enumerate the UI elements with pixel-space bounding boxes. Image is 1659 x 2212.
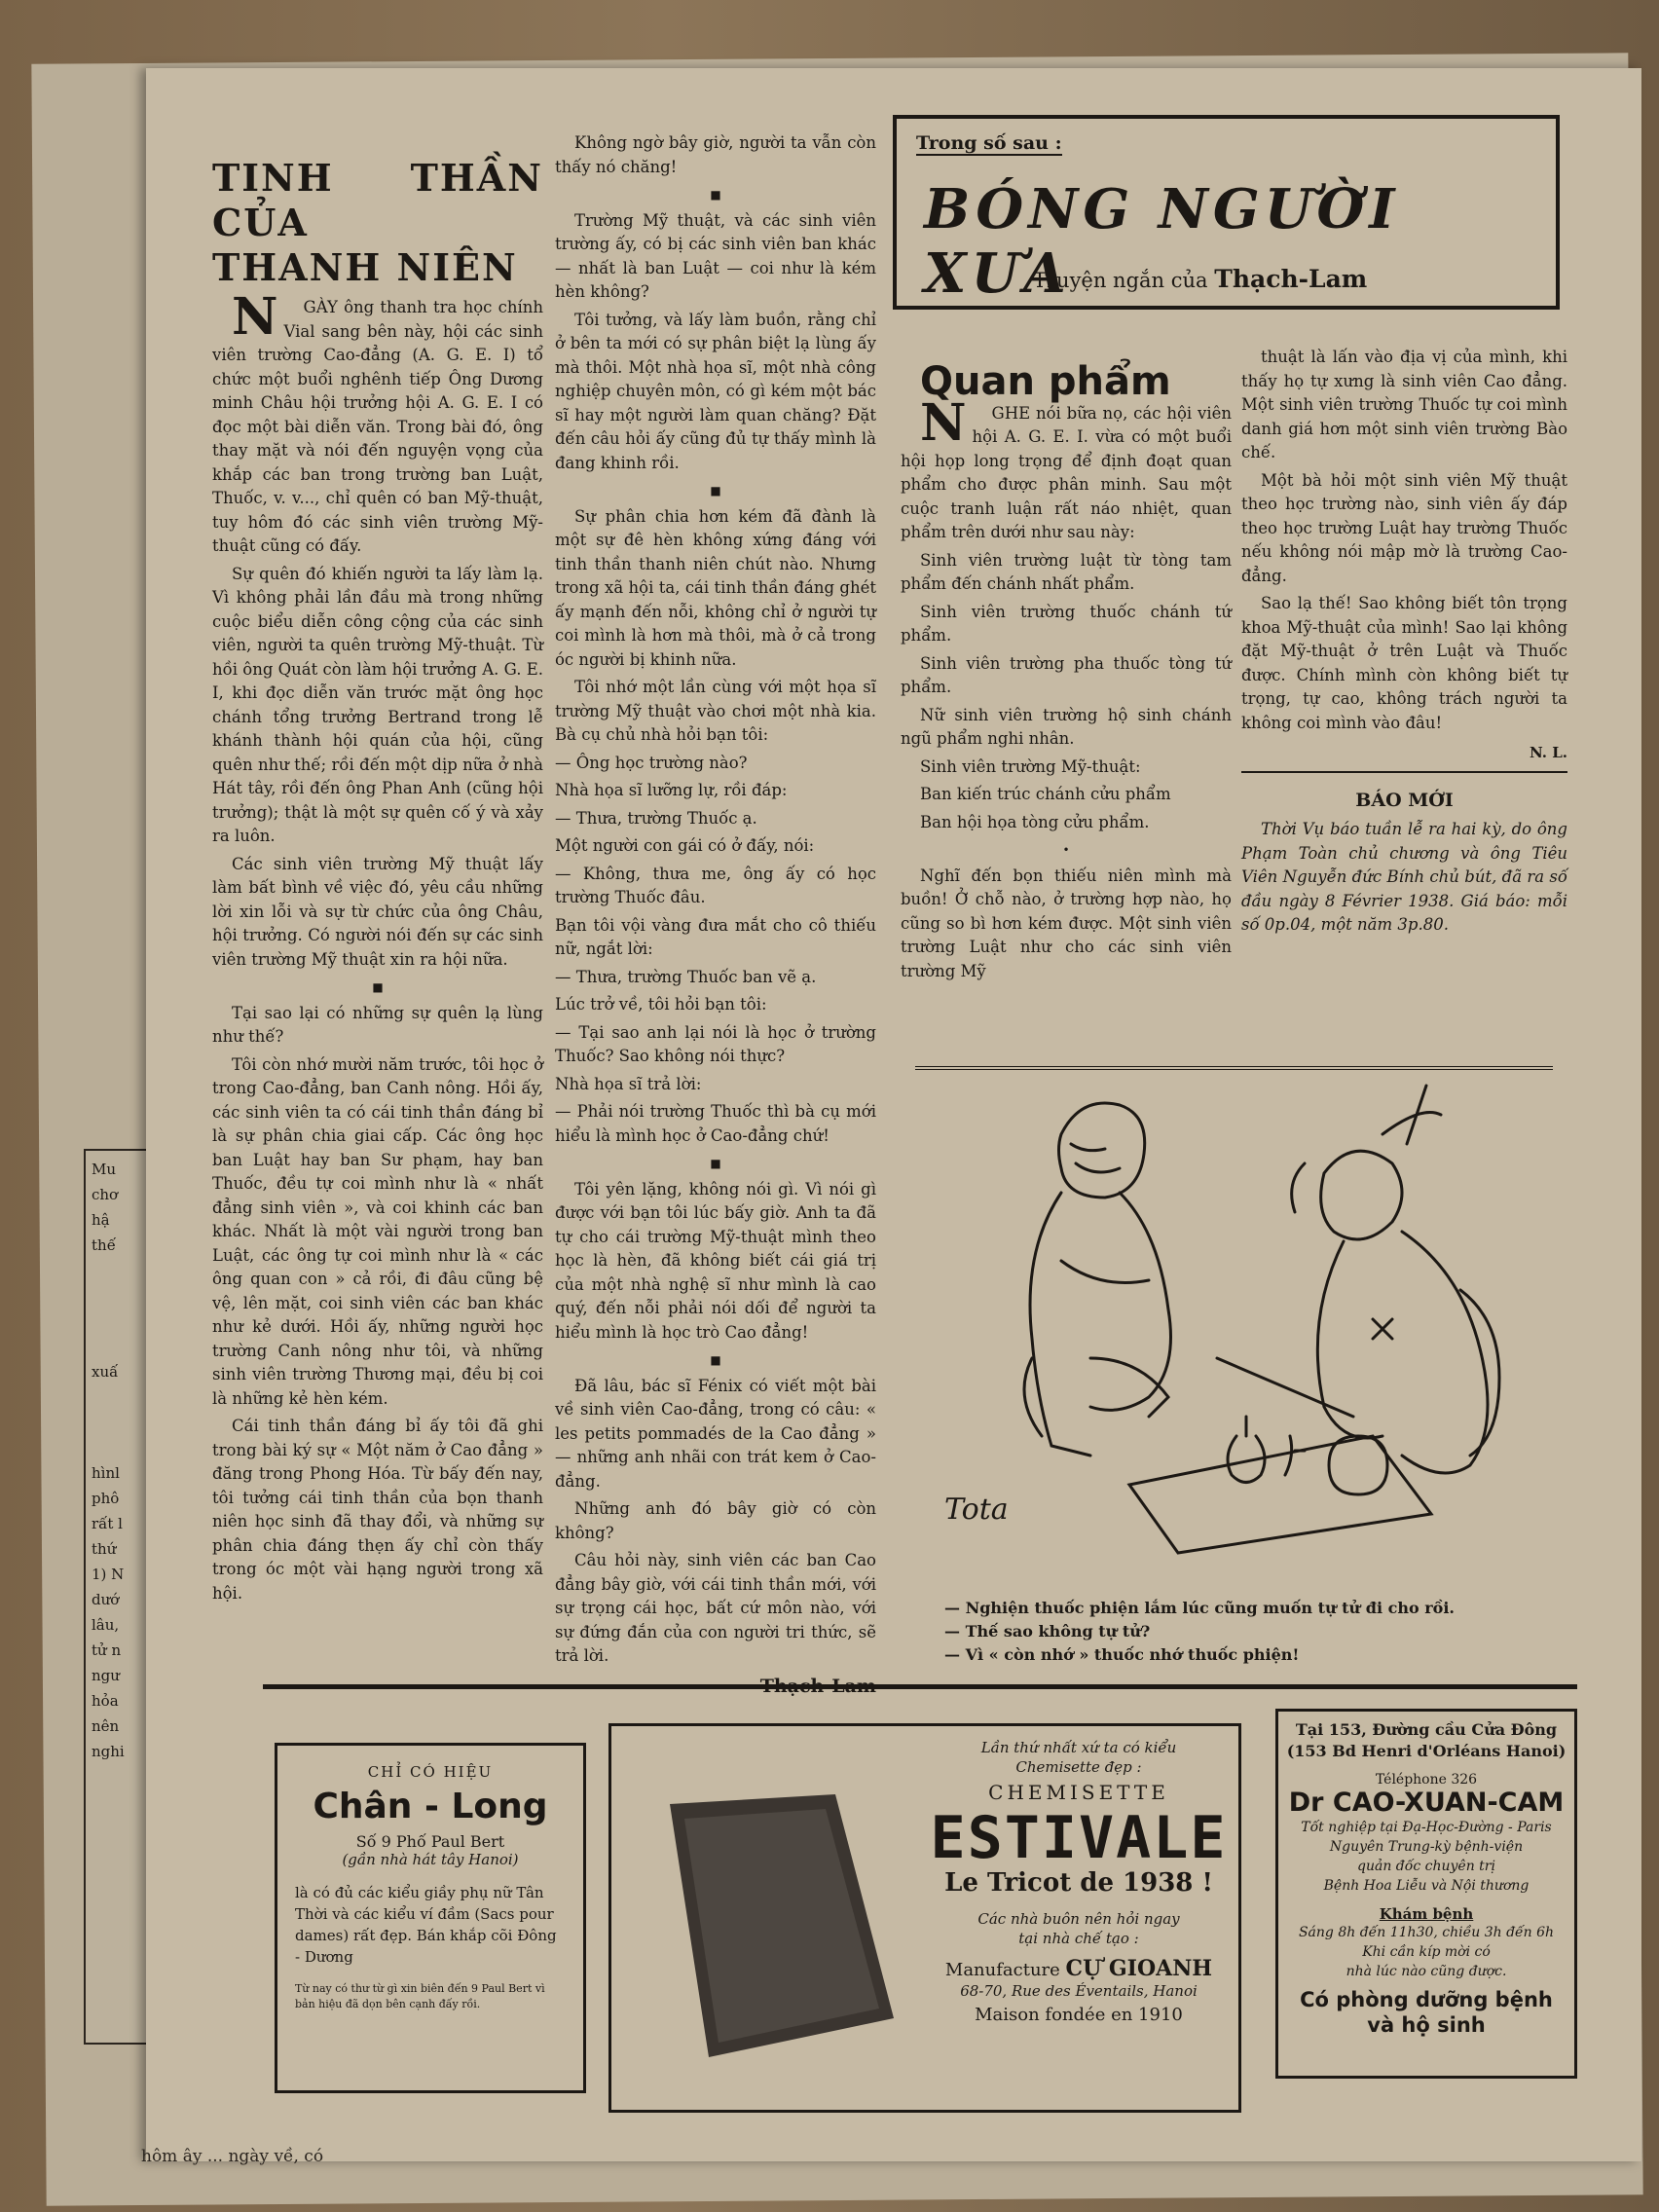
rank-line: Sinh viên trường pha thuốc tòng tứ phẩm. <box>901 653 1232 696</box>
ad-address: Tại 153, Đường cầu Cửa Đông <box>1295 1720 1558 1739</box>
dialogue-line: Nhà họa sĩ trả lời: <box>555 1074 702 1093</box>
ad-doctor-cao-xuan-cam <box>1275 1709 1577 2079</box>
paragraph: Nghĩ đến bọn thiếu niên mình mà buồn! Ở chỗ nào, ở trường hợp nào, họ cũng so bì hơn kém được. Một sinh viên trường Luật như cho các sinh viên trường Mỹ <box>901 866 1232 980</box>
section-divider: ■ <box>710 1157 721 1170</box>
adjacent-page-text: thứ <box>92 1540 117 1558</box>
cartoonist-signature: Tota <box>944 1493 1009 1527</box>
ad-tagline: CHỈ CÓ HIỆU <box>367 1763 494 1781</box>
article-tinh-than-column-2 <box>555 131 876 1698</box>
paragraph: NGHE nói bữa nọ, các hội viên hội A. G. E. I. vừa có một buổi hội họp long trọng để định đoạt quan phẩm cho được phân minh. Sau một cuộc tranh luận rất náo nhiệt, quan phẩm trên dưới như sau này: <box>901 392 1232 541</box>
ad-doctor-name: Dr CAO-XUAN-CAM <box>1288 1788 1565 1818</box>
article-title <box>212 156 543 290</box>
ad-chan-long <box>275 1743 586 2093</box>
ad-tagline: Le Tricot de 1938 ! <box>944 1868 1213 1898</box>
adjacent-page-text: chơ <box>92 1186 119 1203</box>
dialogue-line: — Ông học trường nào? <box>555 753 748 772</box>
rank-line: Sinh viên trường thuốc chánh tứ phẩm. <box>901 602 1232 645</box>
ad-manufacturer-label: Manufacture <box>944 1960 1060 1980</box>
section-divider: ■ <box>710 188 721 202</box>
divider <box>1241 771 1567 773</box>
adjacent-page-text: thế <box>92 1236 116 1254</box>
paragraph: Tôi tưởng, và lấy làm buồn, rằng chỉ ở bên ta mới có sự phân biệt lạ lùng ấy mà thôi. Một nhà họa sĩ, một nhà công nghiệp chuyên môn, có gì kém một bác sĩ hay một người làm quan chăng? Đặt đến câu hỏi ấy cũng đủ tự thấy mình là đang khinh rồi. <box>555 310 876 472</box>
next-issue-title: BÓNG NGƯỜI XƯA <box>924 177 1400 306</box>
adjacent-page-text: hỏa <box>92 1692 119 1710</box>
dialogue-line: — Tại sao anh lại nói là học ở trường Thuốc? Sao không nói thực? <box>555 1022 876 1065</box>
next-issue-subtitle <box>1033 265 1367 293</box>
ad-urgent: nhà lúc nào cũng được. <box>1346 1964 1507 1979</box>
ad-founded: Maison fondée en 1910 <box>975 2005 1183 2025</box>
ad-service: và hộ sinh <box>1367 2013 1486 2037</box>
paragraph: Sự quên đó khiến người ta lấy làm lạ. Vì không phải lần đầu mà trong những cuộc biểu diễn công cộng của các sinh viên, người ta quên trường Mỹ-thuật. Từ hồi ông Quát còn làm hội trưởng A. G. E. I, khi đọc diễn văn trước mặt ông học chánh tổng trưởng Bertrand trong lễ khánh thành hội quán của hội, cũng quên như thế; rồi đến một dịp nữa ở nhà Hát tây, rồi đến ông Phan Anh (cũng hội trưởng); thật là một sự quên cố ý và xảy ra luôn. <box>212 564 543 845</box>
rank-line: Sinh viên trường Mỹ-thuật: <box>920 756 1141 776</box>
opium-cartoon-illustration <box>915 1066 1567 1563</box>
paragraph: Một bà hỏi một sinh viên Mỹ thuật theo học trường nào, sinh viên ấy đáp theo học trường Luật hay trường Thuốc nếu không nói mập mờ là trường Cao-đẳng. <box>1241 470 1567 585</box>
ad-address: 68-70, Rue des Éventails, Hanoi <box>960 1982 1198 2000</box>
ad-manufacturer-name: CỰ GIOANH <box>1065 1956 1213 1981</box>
section-divider: ■ <box>372 980 384 994</box>
ad-credential: Tốt nghiệp tại Đạ-Học-Đường - Paris <box>1301 1820 1552 1835</box>
dialogue-line: — Thưa, trường Thuốc ạ. <box>555 808 757 828</box>
adjacent-page-text: nên <box>92 1717 120 1735</box>
next-issue-byline: Truyện ngắn của <box>1033 269 1208 292</box>
ad-credential: Nguyên Trung-kỳ bệnh-viện <box>1329 1839 1524 1855</box>
ad-hours: Sáng 8h đến 11h30, chiều 3h đến 6h <box>1298 1925 1555 1940</box>
section-divider: • <box>1062 843 1070 857</box>
article-title-line-1: TINH THẦN CỦA <box>212 156 543 244</box>
article-title-line-2: THANH NIÊN <box>212 245 518 289</box>
ad-urgent: Khi cần kíp mời có <box>1362 1944 1491 1960</box>
ad-line: tại nhà chế tạo : <box>1018 1930 1139 1947</box>
ad-note: Từ nay có thư từ gì xin biên đến 9 Paul Bert vì bản hiệu đã dọn bên cạnh đấy rồi. <box>295 1982 545 2010</box>
dialogue-line: Bạn tôi vội vàng đưa mắt cho cô thiếu nữ, ngắt lời: <box>555 915 876 958</box>
adjacent-page-text: Mu <box>92 1161 117 1178</box>
next-issue-label: Trong số sau : <box>916 132 1062 154</box>
adjacent-page-text: hậ <box>92 1211 110 1229</box>
chemisette-image <box>641 1785 903 2067</box>
paragraph: Sao lạ thế! Sao không biết tôn trọng khoa Mỹ-thuật của mình! Sao lại không đặt Mỹ-thuật ở trên Luật và Thuốc được. Chính mình còn không biết tự trọng, tự cao, không trách người ta không coi mình vào đâu! <box>1241 594 1567 732</box>
dialogue-line: Nhà họa sĩ lưỡng lự, rồi đáp: <box>555 781 788 799</box>
dialogue-line: — Thưa, trường Thuốc ban vẽ ạ. <box>555 967 817 986</box>
paragraph: Sự phân chia hơn kém đã đành là một sự đê hèn không xứng đáng với tinh thần thanh niên chút nào. Nhưng trong xã hội ta, cái tinh thần đáng ghét ấy mạnh đến nỗi, không chỉ ở người tự coi mình là hơn mà thôi, mà ở cả trong óc người bị khinh nữa. <box>555 506 876 669</box>
adjacent-page-text: rất l <box>92 1515 123 1532</box>
paragraph: Trường Mỹ thuật, và các sinh viên trường ấy, có bị các sinh viên ban khác — nhất là ban Luật — coi như là kém hèn không? <box>555 210 876 301</box>
rank-line: Sinh viên trường luật từ tòng tam phẩm đến chánh nhất phẩm. <box>901 550 1232 593</box>
dialogue-line: — Không, thưa me, ông ấy có học trường Thuốc đâu. <box>555 864 876 906</box>
dialogue-line: Lúc trở về, tôi hỏi bạn tôi: <box>555 995 767 1014</box>
article-title: Quan phẩm <box>920 359 1171 404</box>
author-signature: N. L. <box>1530 744 1567 761</box>
paragraph: Tôi yên lặng, không nói gì. Vì nói gì được với bạn tôi lúc bấy giờ. Anh ta đã tự cho cái trường Mỹ-thuật mình theo học là hèn, đã không biết cái giá trị của một nhà nghệ sĩ như mình là cao quý, đến nỗi phải nói dối để người ta hiểu mình là học trò Cao đẳng! <box>555 1179 876 1342</box>
author-signature: Thạch-Lam <box>759 1675 876 1697</box>
article-tinh-than-column-1 <box>212 156 543 1609</box>
dialogue-block <box>555 752 876 1149</box>
ad-service: Có phòng dưỡng bệnh <box>1300 1988 1553 2011</box>
adjacent-page-text: lâu, <box>92 1616 120 1634</box>
bao-moi-title: BÁO MỚI <box>1355 789 1454 811</box>
section-divider: ■ <box>710 484 721 498</box>
next-issue-box <box>893 115 1560 310</box>
paragraph: Tại sao lại có những sự quên lạ lùng như thế? <box>212 1003 543 1046</box>
paragraph: Tôi còn nhớ mười năm trước, tôi học ở trong Cao-đẳng, ban Canh nông. Hồi ấy, các sinh viên ta có cái tinh thần đáng bỉ là sự phân chia giai cấp. Các ông học ban Luật hay ban Sư phạm, hay ban Thuốc, đều tự coi mình như là « nhất đẳng sinh viên », và coi khinh các ban khác. Nhất là một vài người trong ban Luật, các ông tự coi mình như là « các ông quan con » cả rồi, đi đâu cũng bệ vệ, lên mặt, coi sinh viên các ban khác như kẻ dưới. Hồi ấy, những người học trường Canh nông như tôi, và những sinh viên trường Thương mại, đều bị coi là những kẻ hèn kém. <box>212 1054 543 1408</box>
paragraph: NGÀY ông thanh tra học chính Vial sang bên này, hội các sinh viên trường Cao-đẳng (A. G. E. I) tổ chức một buổi nghênh tiếp Ông Dương minh Châu hội trưởng hội A. G. E. I có đọc một bài diễn văn. Trong bài đó, ông thay mặt và nói đến nguyện vọng của khắp các ban trong trường ban Luật, Thuốc, v. v..., chỉ quên có ban Mỹ-thuật, tuy hôm đó các sinh viên trường Mỹ-thuật cũng có đấy. <box>212 287 543 555</box>
next-issue-author: Thạch-Lam <box>1214 265 1368 293</box>
adjacent-page-text: dướ <box>92 1591 120 1608</box>
paragraph: Không ngờ bây giờ, người ta vẫn còn thấy nó chăng! <box>555 133 876 176</box>
adjacent-page-text: ngư <box>92 1667 120 1684</box>
ad-product-type: CHEMISETTE <box>988 1781 1169 1804</box>
ads-divider <box>263 1684 1577 1689</box>
ad-brand: ESTIVALE <box>930 1804 1228 1872</box>
ad-address-note: (gần nhà hát tây Hanoi) <box>342 1851 519 1868</box>
rank-line: Nữ sinh viên trường hộ sinh chánh ngũ phẩm nghi nhân. <box>901 705 1232 748</box>
dialogue-line: Một người con gái có ở đấy, nói: <box>555 836 815 855</box>
adjacent-page-text: tử n <box>92 1641 122 1659</box>
adjacent-page-text: 1) N <box>92 1566 125 1583</box>
paragraph: Những anh đó bây giờ có còn không? <box>555 1499 876 1542</box>
ad-manufacturer <box>923 1956 1235 1981</box>
caption-line: — Vì « còn nhớ » thuốc nhớ thuốc phiện! <box>944 1645 1300 1664</box>
paragraph: Câu hỏi này, sinh viên các ban Cao đẳng bây giờ, với cái tinh thần mới, với sự trọng cái học, bất cứ môn nào, với sự đứng đắn của con người tri thức, sẽ trả lời. <box>555 1551 876 1665</box>
article-quan-pham-column-2 <box>1241 346 1567 941</box>
ad-shop-name: Chân - Long <box>313 1787 548 1826</box>
paragraph: thuật là lấn vào địa vị của mình, khi thấy họ tự xưng là sinh viên Cao đẳng. Một sinh viên trường Thuốc tự coi mình danh giá hơn một sinh viên trường Bào chế. <box>1241 348 1567 461</box>
bao-moi-text: Thời Vụ báo tuần lễ ra hai kỳ, do ông Phạm Toàn chủ chương và ông Tiêu Viên Nguyễn đức Bính chủ bút, đã ra số đầu ngày 8 Février 1938. Giá báo: mỗi số 0p.04, một năm 3p.80. <box>1241 820 1567 934</box>
article-quan-pham-column-1 <box>901 359 1232 987</box>
cartoon-captions <box>944 1597 1548 1667</box>
ad-body: là có đủ các kiểu giầy phụ nữ Tân Thời và các kiểu ví đầm (Sacs pour dames) rất đẹp. Bán khắp cõi Đông - Dương <box>295 1884 557 1966</box>
paragraph: Tôi nhớ một lần cùng với một họa sĩ trường Mỹ thuật vào chơi một nhà kia. Bà cụ chủ nhà hỏi bạn tôi: <box>555 678 876 744</box>
ad-telephone: Téléphone 326 <box>1375 1772 1478 1788</box>
ad-hours-heading: Khám bệnh <box>1379 1905 1474 1923</box>
adjacent-page-text: hìnl <box>92 1464 120 1482</box>
dialogue-line: — Phải nói trường Thuốc thì bà cụ mới hiểu là mình học ở Cao-đẳng chứ! <box>555 1102 876 1145</box>
ad-line: Lần thứ nhất xứ ta có kiểu <box>980 1739 1177 1756</box>
ad-credential: quản đốc chuyên trị <box>1357 1859 1495 1874</box>
ad-address: (153 Bd Henri d'Orléans Hanoi) <box>1286 1742 1567 1760</box>
paragraph: Đã lâu, bác sĩ Fénix có viết một bài về sinh viên Cao-đẳng, trong có câu: « les petits pommadés de la Cao đẳng » — những anh nhãi con trát kem ở Cao-đẳng. <box>555 1376 876 1491</box>
caption-line: — Thế sao không tự tử? <box>944 1622 1151 1641</box>
adjacent-page-text: xuấ <box>92 1363 119 1381</box>
ad-credential: Bệnh Hoa Liễu và Nội thương <box>1323 1878 1530 1894</box>
adjacent-page-text: nghi <box>92 1743 125 1760</box>
bottom-edge-text: hôm ây ... ngày về, có <box>141 2147 324 2166</box>
ad-address: Số 9 Phố Paul Bert <box>355 1832 505 1851</box>
section-divider: ■ <box>710 1353 721 1367</box>
paragraph: Cái tinh thần đáng bỉ ấy tôi đã ghi trong bài ký sự « Một năm ở Cao đẳng » đăng trong Phong Hóa. Từ bấy đến nay, tôi tưởng cái tinh thần của bọn thanh niên học sinh đã thay đổi, và những sự phân chia đáng thẹn ấy chỉ còn thấy trong óc một vài hạng người trong xã hội. <box>212 1417 543 1603</box>
rank-line: Ban hội họa tòng cửu phẩm. <box>920 812 1150 831</box>
adjacent-page-text: phô <box>92 1490 120 1507</box>
caption-line: — Nghiện thuốc phiện lắm lúc cũng muốn tự tử đi cho rồi. <box>944 1599 1455 1617</box>
paragraph: Các sinh viên trường Mỹ thuật lấy làm bất bình về việc đó, yêu cầu những lời xin lỗi và sự từ chức của ông Châu, hội trưởng. Có người nói đến sự các sinh viên trường Mỹ thuật xin ra hội nữa. <box>212 854 543 969</box>
rank-line: Ban kiến trúc chánh cửu phẩm <box>920 785 1171 803</box>
ad-line: Chemisette đẹp : <box>1015 1758 1142 1776</box>
ad-line: Các nhà buôn nên hỏi ngay <box>977 1910 1180 1928</box>
ad-estivale <box>608 1723 1241 2113</box>
